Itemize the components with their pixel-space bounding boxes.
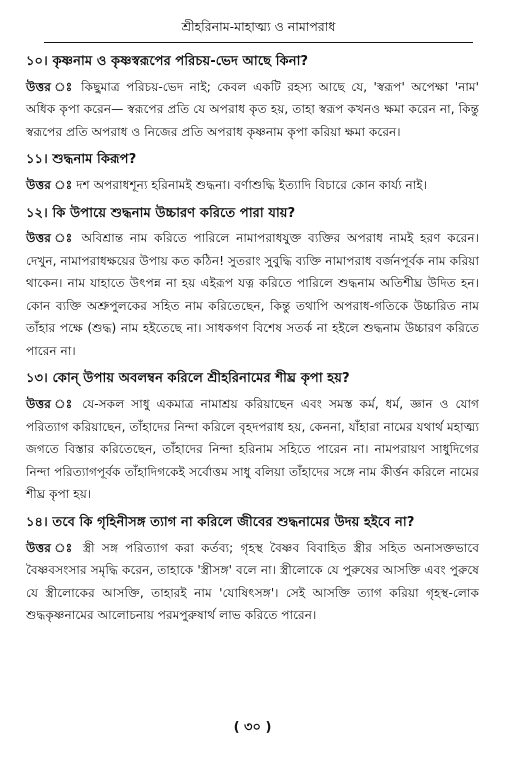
answer-paragraph [26, 393, 479, 506]
answer-text: কিছুমাত্র পরিচয়-ভেদ নাই; কেবল একটি রহস্য আছে যে, 'স্বরূপ' অপেক্ষা 'নাম' অধিক কৃপা করেন— স্বরূপের প্রতি যে অপরাধ কৃত হয়, তাহা স্বরূপ কখনও ক্ষমা করেন না, কিন্তু স্বরূপের প্রতি অপরাধ ও নিজের প্রতি অপরাধ কৃষ্ণনাম কৃপা করিয়া ক্ষমা করেন। [26, 79, 480, 139]
qa-section-12 [26, 205, 479, 363]
answer-label: উত্তর ঃ [26, 540, 76, 555]
question-heading: ১২। কি উপায়ে শুদ্ধনাম উচ্চারণ করিতে পারা যায়? [26, 205, 296, 221]
qa-section-14 [26, 514, 479, 627]
answer-label: উত্তর ঃ [26, 79, 75, 94]
answer-label: উত্তর ঃ [26, 178, 73, 193]
answer-label: উত্তর ঃ [26, 397, 76, 412]
answer-text: স্ত্রী সঙ্গ পরিত্যাগ করা কর্তব্য; গৃহস্থ বৈষ্ণব বিবাহিত স্ত্রীর সহিত অনাসক্তভাবে বৈষ্ণবসংসার সমৃদ্ধি করেন, তাহাকে 'স্ত্রীসঙ্গ' বলে না। স্ত্রীলোকে যে পুরুষের আসক্তি এবং পুরুষে যে স্ত্রীলোকের আসক্তি, তাহারই নাম 'যোষিৎসঙ্গ'। সেই আসক্তি ত্যাগ করিয়া গৃহস্থ-লোক শুদ্ধকৃষ্ণনামের আলোচনায় পরমপুরুষার্থ লাভ করিতে পারেন। [26, 540, 480, 623]
answer-paragraph [26, 227, 479, 362]
question-heading: ১০। কৃষ্ণনাম ও কৃষ্ণস্বরূপের পরিচয়-ভেদ আছে কিনা? [26, 54, 309, 69]
page-number: ( ৩০ ) [233, 720, 272, 735]
answer-text: যে-সকল সাধু একমাত্র নামাশ্রয় করিয়াছেন এবং সমস্ত কর্ম, ধর্ম, জ্ঞান ও যোগ পরিত্যাগ করিয়াছেন, তাঁহাদের নিন্দা করিলে বৃহদপরাধ হয়, কেননা, যাঁহারা নামের যথার্থ মহাত্ম্য জগতে বিস্তার করিতেছেন, তাঁহাদের নিন্দা হরিনাম সহিতে পারেন না। নামপরায়ণ সাধুদিগের নিন্দা পরিত্যাগপূর্বক তাঁহাদিগকেই সর্বোত্তম সাধু বলিয়া তাঁহাদের সঙ্গে নাম কীর্ত্তন করিলে নামের শীঘ্র কৃপা হয়। [26, 397, 479, 502]
answer-text: দশ অপরাধশূন্য হরিনামই শুদ্ধনা। বর্ণাশুদ্ধি ইত্যাদি বিচারে কোন কার্য্য নাই। [76, 178, 428, 193]
running-head: শ্রীহরিনাম-মাহাত্ম্য ও নামাপরাধ [44, 16, 473, 43]
qa-section-10 [26, 53, 479, 143]
answer-paragraph [26, 174, 479, 197]
answer-paragraph [26, 76, 479, 144]
question-heading: ১৪। তবে কি গৃহিনীসঙ্গ ত্যাগ না করিলে জীবের শুদ্ধনামের উদয় হইবে না? [26, 514, 415, 530]
answer-paragraph [26, 537, 479, 627]
qa-section-13 [26, 370, 479, 505]
answer-label: উত্তর ঃ [26, 231, 75, 246]
qa-section-11 [26, 151, 479, 196]
question-heading: ১৩। কোন্ উপায় অবলম্বন করিলে শ্রীহরিনামের শীঘ্র কৃপা হয়? [26, 371, 350, 387]
answer-text: অবিশ্রান্ত নাম করিতে পারিলে নামাপরাধযুক্ত ব্যক্তির অপরাধ নামই হরণ করেন। দেখুন, নামাপরাধক্ষয়ের উপায় কত কঠিন! সুতরাং সুবুদ্ধি ব্যক্তি নামাপরাধ বর্জনপূর্বক নাম করিয়া থাকেন। নাম যাহাতে উৎপন্ন না হয় এইরূপ যত্ন করিতে পারিলে শুদ্ধনাম অতিশীঘ্র উদিত হন। কোন ব্যক্তি অশ্রুপুলকের সহিত নাম করিতেছেন, কিন্তু তথাপি অপরাধ-গতিকে উচ্চারিত নাম তাঁহার পক্ষে (শুদ্ধ) নাম হইতেছে না। সাধকগণ বিশেষ সতর্ক না হইলে শুদ্ধনাম উচ্চারণ করিতে পারেন না। [26, 231, 479, 358]
question-heading: ১১। শুদ্ধনাম কিরূপ? [26, 152, 137, 168]
